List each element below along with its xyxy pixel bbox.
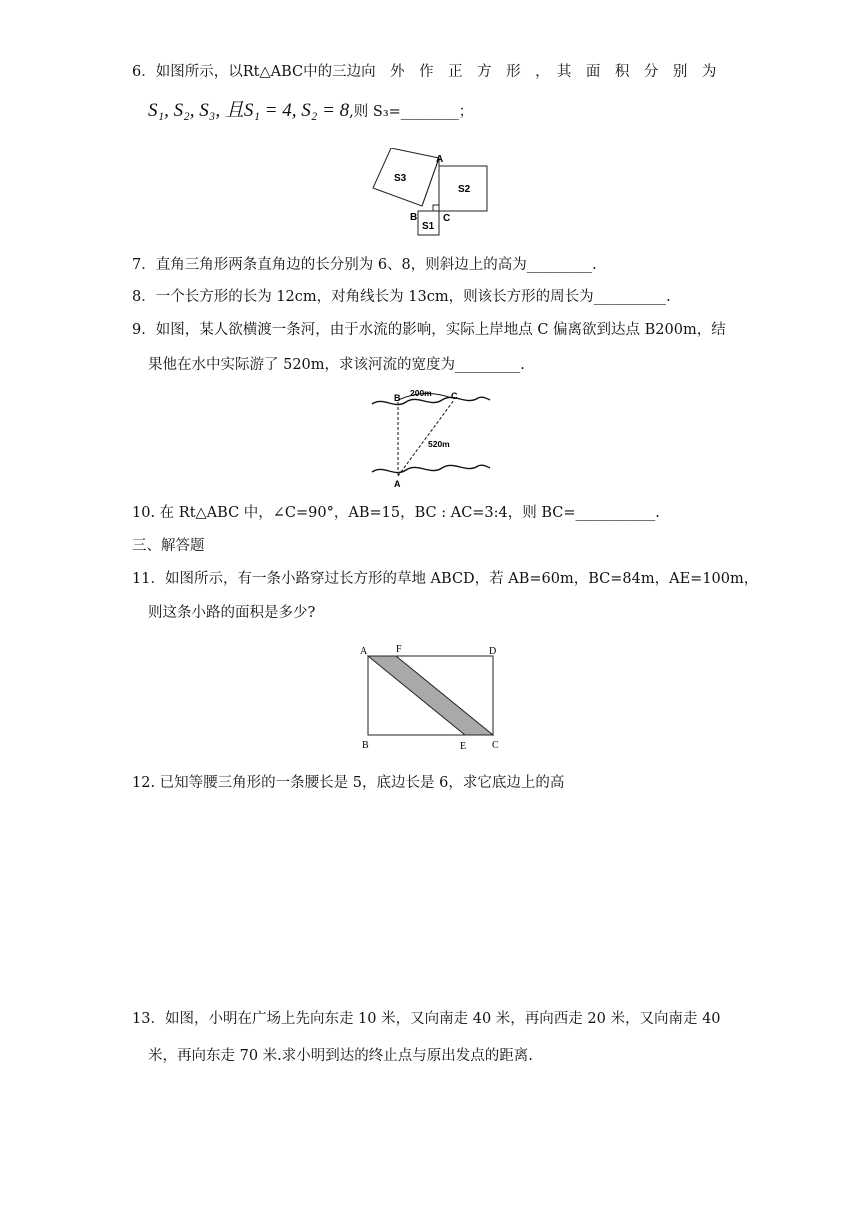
label-200m: 200m [410,388,432,398]
q9-line1: 9．如图，某人欲横渡一条河，由于水流的影响，实际上岸地点 C 偏离欲到达点 B200m，结 [132,322,726,338]
right-angle-mark [433,205,439,211]
label-a: A [394,479,401,488]
label-s2: S2 [458,184,471,195]
label-e: E [460,741,467,752]
q11-line1: 11．如图所示，有一条小路穿过长方形的草地 ABCD，若 AB=60m，BC=84m，AE=100m， [132,571,759,587]
label-c: C [443,213,451,224]
q11-figure [356,642,506,752]
label-520m: 520m [428,439,450,449]
label-c: C [492,740,499,751]
q10-text: 10. 在 Rt△ABC 中，∠C=90°，AB=15，BC : AC=3:4，则 BC=___________. [132,505,660,521]
q9-line2: 果他在水中实际游了 520m，求该河流的宽度为_________. [148,357,525,373]
label-a: A [360,646,368,657]
label-f: F [396,644,402,655]
river-bottom-bank [372,465,490,472]
label-b: B [362,740,369,751]
path-strip [368,656,493,735]
label-b: B [394,393,401,403]
label-c: C [451,391,458,401]
label-b: B [410,212,418,223]
label-s3: S3 [394,173,407,184]
q6-math: S₁, S₂, S₃, 且S₁ = 4, S₂ = 8 [148,100,350,121]
q13-line2: 米，再向东走 70 米.求小明到达的终止点与原出发点的距离. [148,1048,533,1064]
q6-figure [365,148,495,243]
triangle-hypotenuse [422,158,439,206]
section-title: 三、解答题 [132,538,205,554]
label-d: D [489,646,497,657]
q6-line1: 6．如图所示，以Rt△ABC中的三边向 外 作 正 方 形 ， 其 面 积 分 别 为 [132,64,717,80]
q8-text: 8．一个长方形的长为 12cm，对角线长为 13cm，则该长方形的周长为__________. [132,289,671,305]
river-top-bank [372,397,490,404]
q12-text: 12. 已知等腰三角形的一条腰长是 5，底边长是 6，求它底边上的高 [132,775,565,791]
q11-line2: 则这条小路的面积是多少? [148,605,316,621]
q9-figure [370,384,492,488]
q6-line2 [148,101,473,122]
q6-tail: ,则 S₃=________； [349,104,474,120]
label-s1: S1 [422,221,435,232]
ac-dashed [398,400,454,476]
q13-line1: 13．如图，小明在广场上先向东走 10 米，又向南走 40 米，再向西走 20 米，又向南走 40 [132,1011,721,1027]
label-a: A [436,154,444,165]
q7-text: 7．直角三角形两条直角边的长分别为 6、8，则斜边上的高为_________. [132,257,597,273]
